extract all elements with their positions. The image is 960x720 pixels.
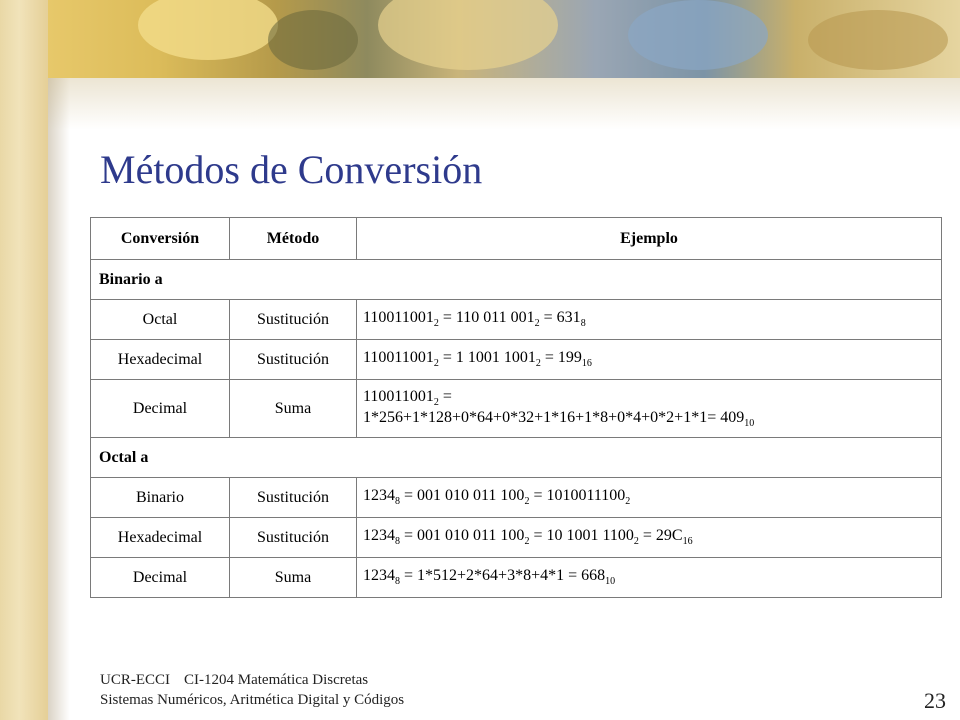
table-row: [91, 340, 942, 380]
leaf-shape: [268, 10, 358, 70]
cell-metodo: Suma: [230, 380, 357, 438]
base-subscript: 2: [535, 358, 541, 370]
example-text: = 001 010 011 100: [400, 487, 525, 505]
example-text: = 001 010 011 100: [400, 527, 525, 545]
cell-metodo: Sustitución: [230, 478, 357, 518]
cell-conversion: Binario: [91, 478, 230, 518]
cell-conversion: Octal: [91, 300, 230, 340]
group-row: [91, 260, 942, 300]
group-label: Octal a: [91, 438, 942, 478]
cell-metodo: Sustitución: [230, 340, 357, 380]
table-row: [91, 478, 942, 518]
table-row: [91, 518, 942, 558]
top-decorative-banner: [48, 0, 960, 78]
leaf-shape: [378, 0, 558, 70]
slide-title: Métodos de Conversión: [100, 147, 483, 192]
example-text: = 29C: [638, 527, 683, 545]
footer-subtitle: Sistemas Numéricos, Aritmética Digital y Códigos: [100, 692, 405, 708]
cell-ejemplo: [357, 380, 942, 438]
cell-metodo: Suma: [230, 558, 357, 598]
example-text: = 1010011100: [529, 487, 626, 505]
example-text: =: [438, 388, 452, 406]
footer-institution: UCR-ECCI: [100, 672, 171, 688]
example-text: 110011001: [363, 349, 434, 367]
example-text: 1234: [363, 487, 395, 505]
cell-conversion: Decimal: [91, 558, 230, 598]
page-number: 23: [924, 688, 946, 713]
example-text: = 1*512+2*64+3*8+4*1 = 668: [400, 567, 606, 585]
group-row: [91, 438, 942, 478]
cell-metodo: Sustitución: [230, 300, 357, 340]
cell-ejemplo: [357, 300, 942, 340]
base-subscript: 8: [395, 536, 400, 548]
table-row: [91, 558, 942, 598]
conversion-table: [90, 217, 942, 598]
footer-line-1: [100, 670, 404, 690]
leaf-shape: [808, 10, 948, 70]
base-subscript: 2: [633, 536, 639, 548]
example-text: 110011001: [363, 309, 434, 327]
cell-ejemplo: [357, 558, 942, 598]
base-subscript: 8: [395, 496, 400, 508]
base-subscript: 10: [605, 576, 616, 588]
cell-conversion: Hexadecimal: [91, 340, 230, 380]
base-subscript: 2: [534, 318, 540, 330]
base-subscript: 8: [395, 576, 400, 588]
footer: [100, 670, 404, 710]
banner-fade: [48, 78, 960, 130]
example-text: 1234: [363, 567, 395, 585]
table-row: [91, 300, 942, 340]
example-text: = 631: [539, 309, 581, 327]
example-text: = 1 1001 1001: [438, 349, 536, 367]
base-subscript: 8: [580, 318, 586, 330]
left-decorative-strip: [0, 0, 48, 720]
cell-ejemplo: [357, 518, 942, 558]
example-text: = 199: [540, 349, 582, 367]
cell-ejemplo: [357, 340, 942, 380]
table-row: [91, 380, 942, 438]
base-subscript: 2: [524, 496, 530, 508]
flower-shape: [628, 0, 768, 70]
header-ejemplo: Ejemplo: [357, 218, 942, 260]
cell-metodo: Sustitución: [230, 518, 357, 558]
example-text: 1234: [363, 527, 395, 545]
base-subscript: 2: [433, 318, 439, 330]
base-subscript: 10: [744, 417, 755, 429]
group-label: Binario a: [91, 260, 942, 300]
example-text: = 110 011 001: [438, 309, 535, 327]
cell-conversion: Hexadecimal: [91, 518, 230, 558]
base-subscript: 16: [682, 536, 693, 548]
base-subscript: 2: [524, 536, 530, 548]
footer-course: CI-1204 Matemática Discretas: [184, 672, 369, 688]
base-subscript: 16: [581, 358, 592, 370]
base-subscript: 2: [433, 397, 439, 409]
base-subscript: 2: [625, 496, 631, 508]
cell-conversion: Decimal: [91, 380, 230, 438]
header-metodo: Método: [230, 218, 357, 260]
example-text: 110011001: [363, 388, 434, 406]
example-text: 1*256+1*128+0*64+0*32+1*16+1*8+0*4+0*2+1*1= 409: [363, 408, 745, 426]
leaf-shape: [138, 0, 278, 60]
base-subscript: 2: [433, 358, 439, 370]
header-conversion: Conversión: [91, 218, 230, 260]
example-text: = 10 1001 1100: [529, 527, 634, 545]
table-header-row: [91, 218, 942, 260]
cell-ejemplo: [357, 478, 942, 518]
